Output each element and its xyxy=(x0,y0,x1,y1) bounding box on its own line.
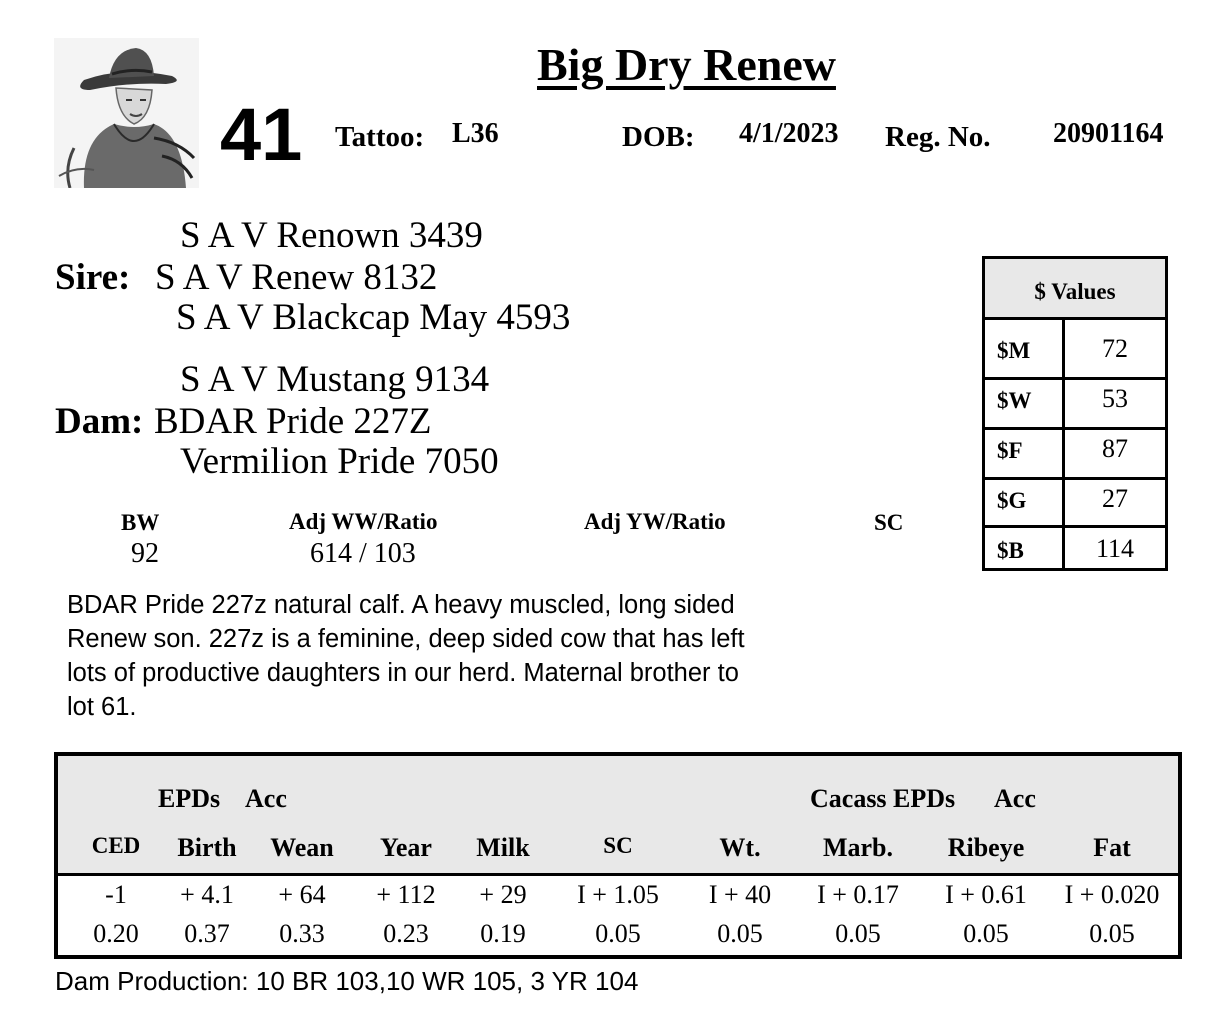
sire-sire: S A V Renown 3439 xyxy=(180,215,483,256)
epd-accuracy: 0.19 xyxy=(480,919,526,948)
dollar-value-label: $M xyxy=(997,338,1031,363)
remarks-text: BDAR Pride 227z natural calf. A heavy muscled, long sided Renew son. 227z is a feminine, deep sided cow that has left lots of productive daughters in our herd. Maternal brother to lot 61. xyxy=(67,591,745,721)
yw-label: Adj YW/Ratio xyxy=(584,509,726,534)
dollar-value: 72 xyxy=(1102,334,1128,363)
epd-column-header: Wt. xyxy=(719,833,761,862)
epd-accuracy: 0.20 xyxy=(93,919,139,948)
dollar-value-row xyxy=(985,370,1165,420)
bw-label: BW xyxy=(121,510,160,535)
dollar-values-header xyxy=(985,259,1165,320)
epd-acc-label: Acc xyxy=(245,784,287,813)
dollar-value-row xyxy=(985,420,1165,470)
dollar-value-row xyxy=(985,320,1165,370)
dollar-value-label: $G xyxy=(997,488,1027,513)
sire-dam: S A V Blackcap May 4593 xyxy=(176,297,571,338)
dam-sire: S A V Mustang 9134 xyxy=(180,359,490,400)
epd-value: I + 0.61 xyxy=(945,880,1027,909)
epd-accuracy: 0.05 xyxy=(835,919,881,948)
dollar-value: 114 xyxy=(1095,534,1135,563)
epd-column-header: SC xyxy=(603,833,633,858)
epd-value: + 4.1 xyxy=(180,880,234,909)
epd-accuracy: 0.23 xyxy=(383,919,429,948)
epd-column-header: Year xyxy=(380,833,432,862)
carcass-acc-label: Acc xyxy=(994,784,1036,813)
epd-column-header: Fat xyxy=(1093,833,1131,862)
sire-name: S A V Renew 8132 xyxy=(155,257,438,298)
ww-label: Adj WW/Ratio xyxy=(289,509,438,534)
epd-value: -1 xyxy=(105,880,127,909)
epd-value: I + 0.020 xyxy=(1064,880,1160,909)
dam-production: Dam Production: 10 BR 103,10 WR 105, 3 YR 104 xyxy=(55,966,639,996)
epd-column-header: Ribeye xyxy=(947,833,1025,862)
dollar-value-row xyxy=(985,520,1165,570)
epd-column-header: Milk xyxy=(476,833,530,862)
dam-name: BDAR Pride 227Z xyxy=(154,401,432,442)
dollar-value-label: $B xyxy=(997,538,1024,563)
epd-accuracy: 0.05 xyxy=(595,919,641,948)
epd-value: + 64 xyxy=(278,880,326,909)
lot-number: 41 xyxy=(220,93,303,176)
epd-column-header: Marb. xyxy=(822,833,894,862)
tattoo-label: Tattoo: xyxy=(335,121,425,153)
carcass-epd-group-label: Cacass EPDs xyxy=(810,784,956,813)
dollar-value-row xyxy=(985,470,1165,520)
epd-accuracy: 0.05 xyxy=(1089,919,1135,948)
epd-column-header: Birth xyxy=(177,833,237,862)
dam-dam: Vermilion Pride 7050 xyxy=(180,441,499,482)
sire-label: Sire: xyxy=(55,257,131,298)
dam-label: Dam: xyxy=(55,401,144,442)
epd-accuracy: 0.33 xyxy=(279,919,325,948)
animal-name-title: Big Dry Renew xyxy=(537,39,836,90)
epd-value: + 112 xyxy=(376,880,436,909)
epd-accuracy: 0.37 xyxy=(184,919,230,948)
epd-value: I + 40 xyxy=(708,880,772,909)
epd-accuracy: 0.05 xyxy=(717,919,763,948)
ww-value: 614 / 103 xyxy=(310,538,416,569)
dollar-values-title: $ Values xyxy=(1034,279,1116,304)
epd-column-header: CED xyxy=(91,833,141,858)
dollar-value: 87 xyxy=(1102,434,1128,463)
dollar-value-label: $W xyxy=(997,388,1032,413)
epd-column-header: Wean xyxy=(270,833,334,862)
reg-no-label: Reg. No. xyxy=(885,121,991,153)
dob-label: DOB: xyxy=(622,121,695,153)
epd-value: + 29 xyxy=(479,880,527,909)
cowboy-logo-icon xyxy=(54,38,199,188)
reg-no-value: 20901164 xyxy=(1053,118,1164,149)
dollar-value: 27 xyxy=(1102,484,1128,513)
epd-value: I + 1.05 xyxy=(577,880,659,909)
tattoo-value: L36 xyxy=(452,118,499,149)
epd-accuracy: 0.05 xyxy=(963,919,1009,948)
dollar-value-label: $F xyxy=(997,438,1023,463)
dollar-value: 53 xyxy=(1102,384,1128,413)
epd-group-label: EPDs xyxy=(158,784,221,813)
epd-value: I + 0.17 xyxy=(817,880,899,909)
epd-table xyxy=(54,752,1182,959)
dob-value: 4/1/2023 xyxy=(739,118,839,149)
bw-value: 92 xyxy=(131,538,159,569)
sc-label: SC xyxy=(874,510,904,535)
dollar-values-table xyxy=(982,256,1168,571)
